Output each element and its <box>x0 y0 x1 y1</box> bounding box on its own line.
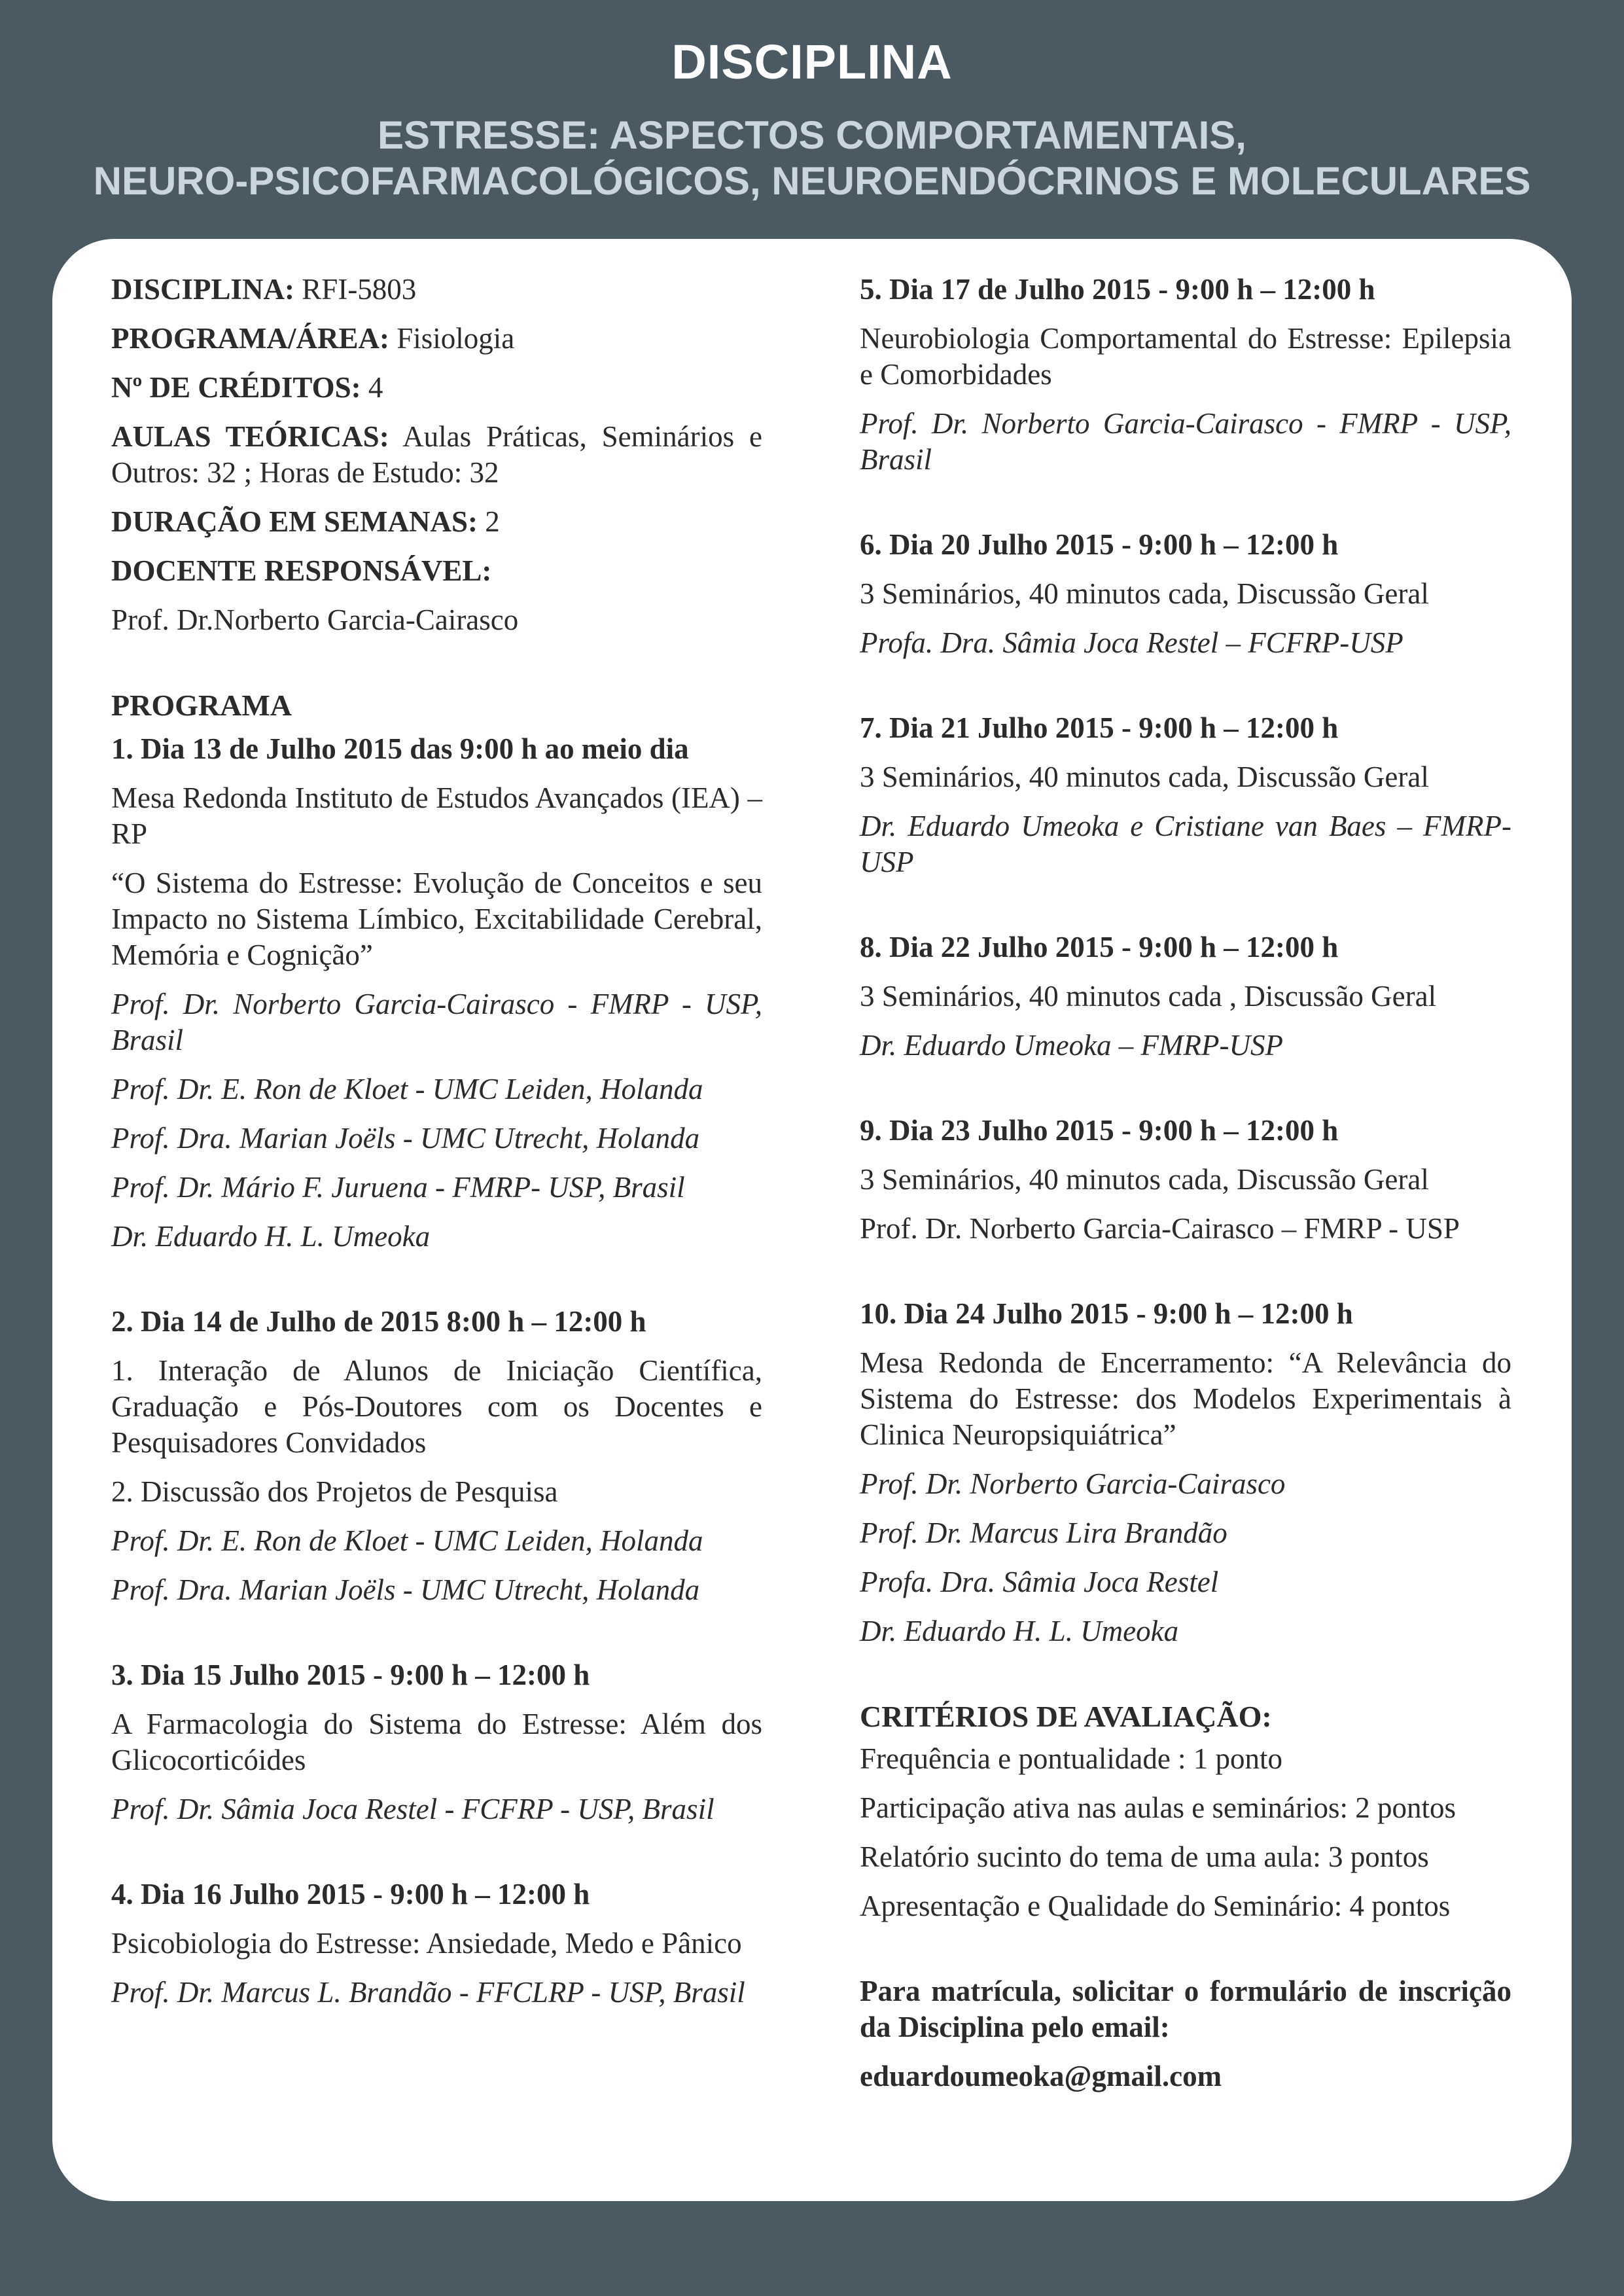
day9-desc2: Prof. Dr. Norberto Garcia-Cairasco – FMRP - USP <box>860 1212 1460 1245</box>
day2-heading: 2. Dia 14 de Julho de 2015 8:00 h – 12:00 h <box>111 1305 646 1338</box>
day10-desc1: Mesa Redonda de Encerramento: “A Relevância do Sistema do Estresse: dos Modelos Experimentais à Clinica Neuropsiquiátrica” <box>860 1346 1511 1451</box>
day10-heading: 10. Dia 24 Julho 2015 - 9:00 h – 12:00 h <box>860 1297 1353 1330</box>
day1-desc1: Mesa Redonda Instituto de Estudos Avançados (IEA) – RP <box>111 781 762 850</box>
docente-label: DOCENTE RESPONSÁVEL: <box>111 554 492 587</box>
left-column <box>111 272 762 2024</box>
info-creditos <box>111 370 762 406</box>
docente-value: Prof. Dr.Norberto Garcia-Cairasco <box>111 603 519 636</box>
subtitle-line-2: NEURO-PSICOFARMACOLÓGICOS, NEUROENDÓCRINOS E MOLECULARES <box>93 159 1531 203</box>
aulas-label: AULAS TEÓRICAS: <box>111 420 389 453</box>
criteria-item: Frequência e pontualidade : 1 ponto <box>860 1742 1283 1775</box>
day4-desc1: Psicobiologia do Estresse: Ansiedade, Medo e Pânico <box>111 1927 742 1960</box>
creditos-value: 4 <box>361 371 383 404</box>
day9-heading: 9. Dia 23 Julho 2015 - 9:00 h – 12:00 h <box>860 1114 1339 1147</box>
aulas-value: Aulas Práticas, Seminários e Outros: 32 ; Horas de Estudo: 32 <box>111 420 762 489</box>
day8-desc1: 3 Seminários, 40 minutos cada , Discussão Geral <box>860 980 1437 1013</box>
page-title: DISCIPLINA <box>671 35 953 89</box>
day5-heading: 5. Dia 17 de Julho 2015 - 9:00 h – 12:00 h <box>860 273 1375 306</box>
day1-heading: 1. Dia 13 de Julho 2015 das 9:00 h ao meio dia <box>111 732 689 765</box>
day3-speaker: Prof. Dr. Sâmia Joca Restel - FCFRP - USP, Brasil <box>111 1793 715 1825</box>
day10-speaker: Prof. Dr. Norberto Garcia-Cairasco <box>860 1467 1286 1500</box>
duracao-value: 2 <box>478 505 500 538</box>
disciplina-label: DISCIPLINA: <box>111 273 295 306</box>
day3-desc1: A Farmacologia do Sistema do Estresse: Além dos Glicocorticóides <box>111 1708 762 1776</box>
subtitle-line-1: ESTRESSE: ASPECTOS COMPORTAMENTAIS, <box>378 113 1246 157</box>
day7-heading: 7. Dia 21 Julho 2015 - 9:00 h – 12:00 h <box>860 711 1339 744</box>
day1-desc2: “O Sistema do Estresse: Evolução de Conceitos e seu Impacto no Sistema Límbico, Excitabilidade Cerebral, Memória e Cognição” <box>111 867 762 971</box>
day4-speaker: Prof. Dr. Marcus L. Brandão - FFCLRP - USP, Brasil <box>111 1976 745 2009</box>
day6-desc1: 3 Seminários, 40 minutos cada, Discussão Geral <box>860 577 1429 610</box>
day8-speaker: Dr. Eduardo Umeoka – FMRP-USP <box>860 1029 1283 1062</box>
day6-speaker: Profa. Dra. Sâmia Joca Restel – FCFRP-USP <box>860 626 1403 659</box>
enrollment-text: Para matrícula, solicitar o formulário de inscrição da Disciplina pelo email: <box>860 1975 1511 2043</box>
programa-label: PROGRAMA/ÁREA: <box>111 322 389 355</box>
criteria-item: Relatório sucinto do tema de uma aula: 3 pontos <box>860 1840 1429 1873</box>
enrollment-email[interactable]: eduardoumeoka@gmail.com <box>860 2060 1222 2092</box>
day1-speaker: Prof. Dr. E. Ron de Kloet - UMC Leiden, Holanda <box>111 1073 703 1105</box>
duracao-label: DURAÇÃO EM SEMANAS: <box>111 505 478 538</box>
day2-desc2: 2. Discussão dos Projetos de Pesquisa <box>111 1475 558 1508</box>
day1-speaker: Prof. Dr. Mário F. Juruena - FMRP- USP, Brasil <box>111 1171 685 1204</box>
criteria-title: CRITÉRIOS DE AVALIAÇÃO: <box>860 1700 1272 1733</box>
day7-desc1: 3 Seminários, 40 minutos cada, Discussão Geral <box>860 761 1429 793</box>
criteria-item: Apresentação e Qualidade do Seminário: 4 pontos <box>860 1890 1451 1922</box>
right-column <box>860 272 1511 2108</box>
day1-speaker: Prof. Dr. Norberto Garcia-Cairasco - FMRP - USP, Brasil <box>111 988 762 1056</box>
info-disciplina <box>111 272 762 308</box>
day2-speaker: Prof. Dra. Marian Joëls - UMC Utrecht, Holanda <box>111 1573 700 1606</box>
day10-speaker: Prof. Dr. Marcus Lira Brandão <box>860 1516 1227 1549</box>
creditos-label: Nº DE CRÉDITOS: <box>111 371 361 404</box>
day9-desc1: 3 Seminários, 40 minutos cada, Discussão Geral <box>860 1163 1429 1196</box>
day5-speaker: Prof. Dr. Norberto Garcia-Cairasco - FMRP - USP, Brasil <box>860 407 1511 476</box>
day5-desc1: Neurobiologia Comportamental do Estresse: Epilepsia e Comorbidades <box>860 322 1511 391</box>
day2-desc1: 1. Interação de Alunos de Iniciação Científica, Graduação e Pós-Doutores com os Docentes e Pesquisadores Convidados <box>111 1354 762 1459</box>
info-programa <box>111 321 762 357</box>
day1-speaker: Prof. Dra. Marian Joëls - UMC Utrecht, Holanda <box>111 1122 700 1155</box>
day4-heading: 4. Dia 16 Julho 2015 - 9:00 h – 12:00 h <box>111 1878 590 1910</box>
info-aulas <box>111 419 762 491</box>
day10-speaker: Profa. Dra. Sâmia Joca Restel <box>860 1566 1219 1598</box>
day1-speaker: Dr. Eduardo H. L. Umeoka <box>111 1220 431 1253</box>
programa-value: Fisiologia <box>389 322 515 355</box>
criteria-item: Participação ativa nas aulas e seminários: 2 pontos <box>860 1791 1456 1824</box>
day7-speaker: Dr. Eduardo Umeoka e Cristiane van Baes – FMRP-USP <box>860 810 1511 878</box>
day2-speaker: Prof. Dr. E. Ron de Kloet - UMC Leiden, Holanda <box>111 1524 703 1557</box>
day8-heading: 8. Dia 22 Julho 2015 - 9:00 h – 12:00 h <box>860 931 1339 963</box>
programa-title: PROGRAMA <box>111 689 292 722</box>
day3-heading: 3. Dia 15 Julho 2015 - 9:00 h – 12:00 h <box>111 1659 590 1691</box>
day10-speaker: Dr. Eduardo H. L. Umeoka <box>860 1615 1179 1647</box>
info-duracao <box>111 504 762 540</box>
day6-heading: 6. Dia 20 Julho 2015 - 9:00 h – 12:00 h <box>860 528 1339 561</box>
disciplina-value: RFI-5803 <box>294 273 417 306</box>
